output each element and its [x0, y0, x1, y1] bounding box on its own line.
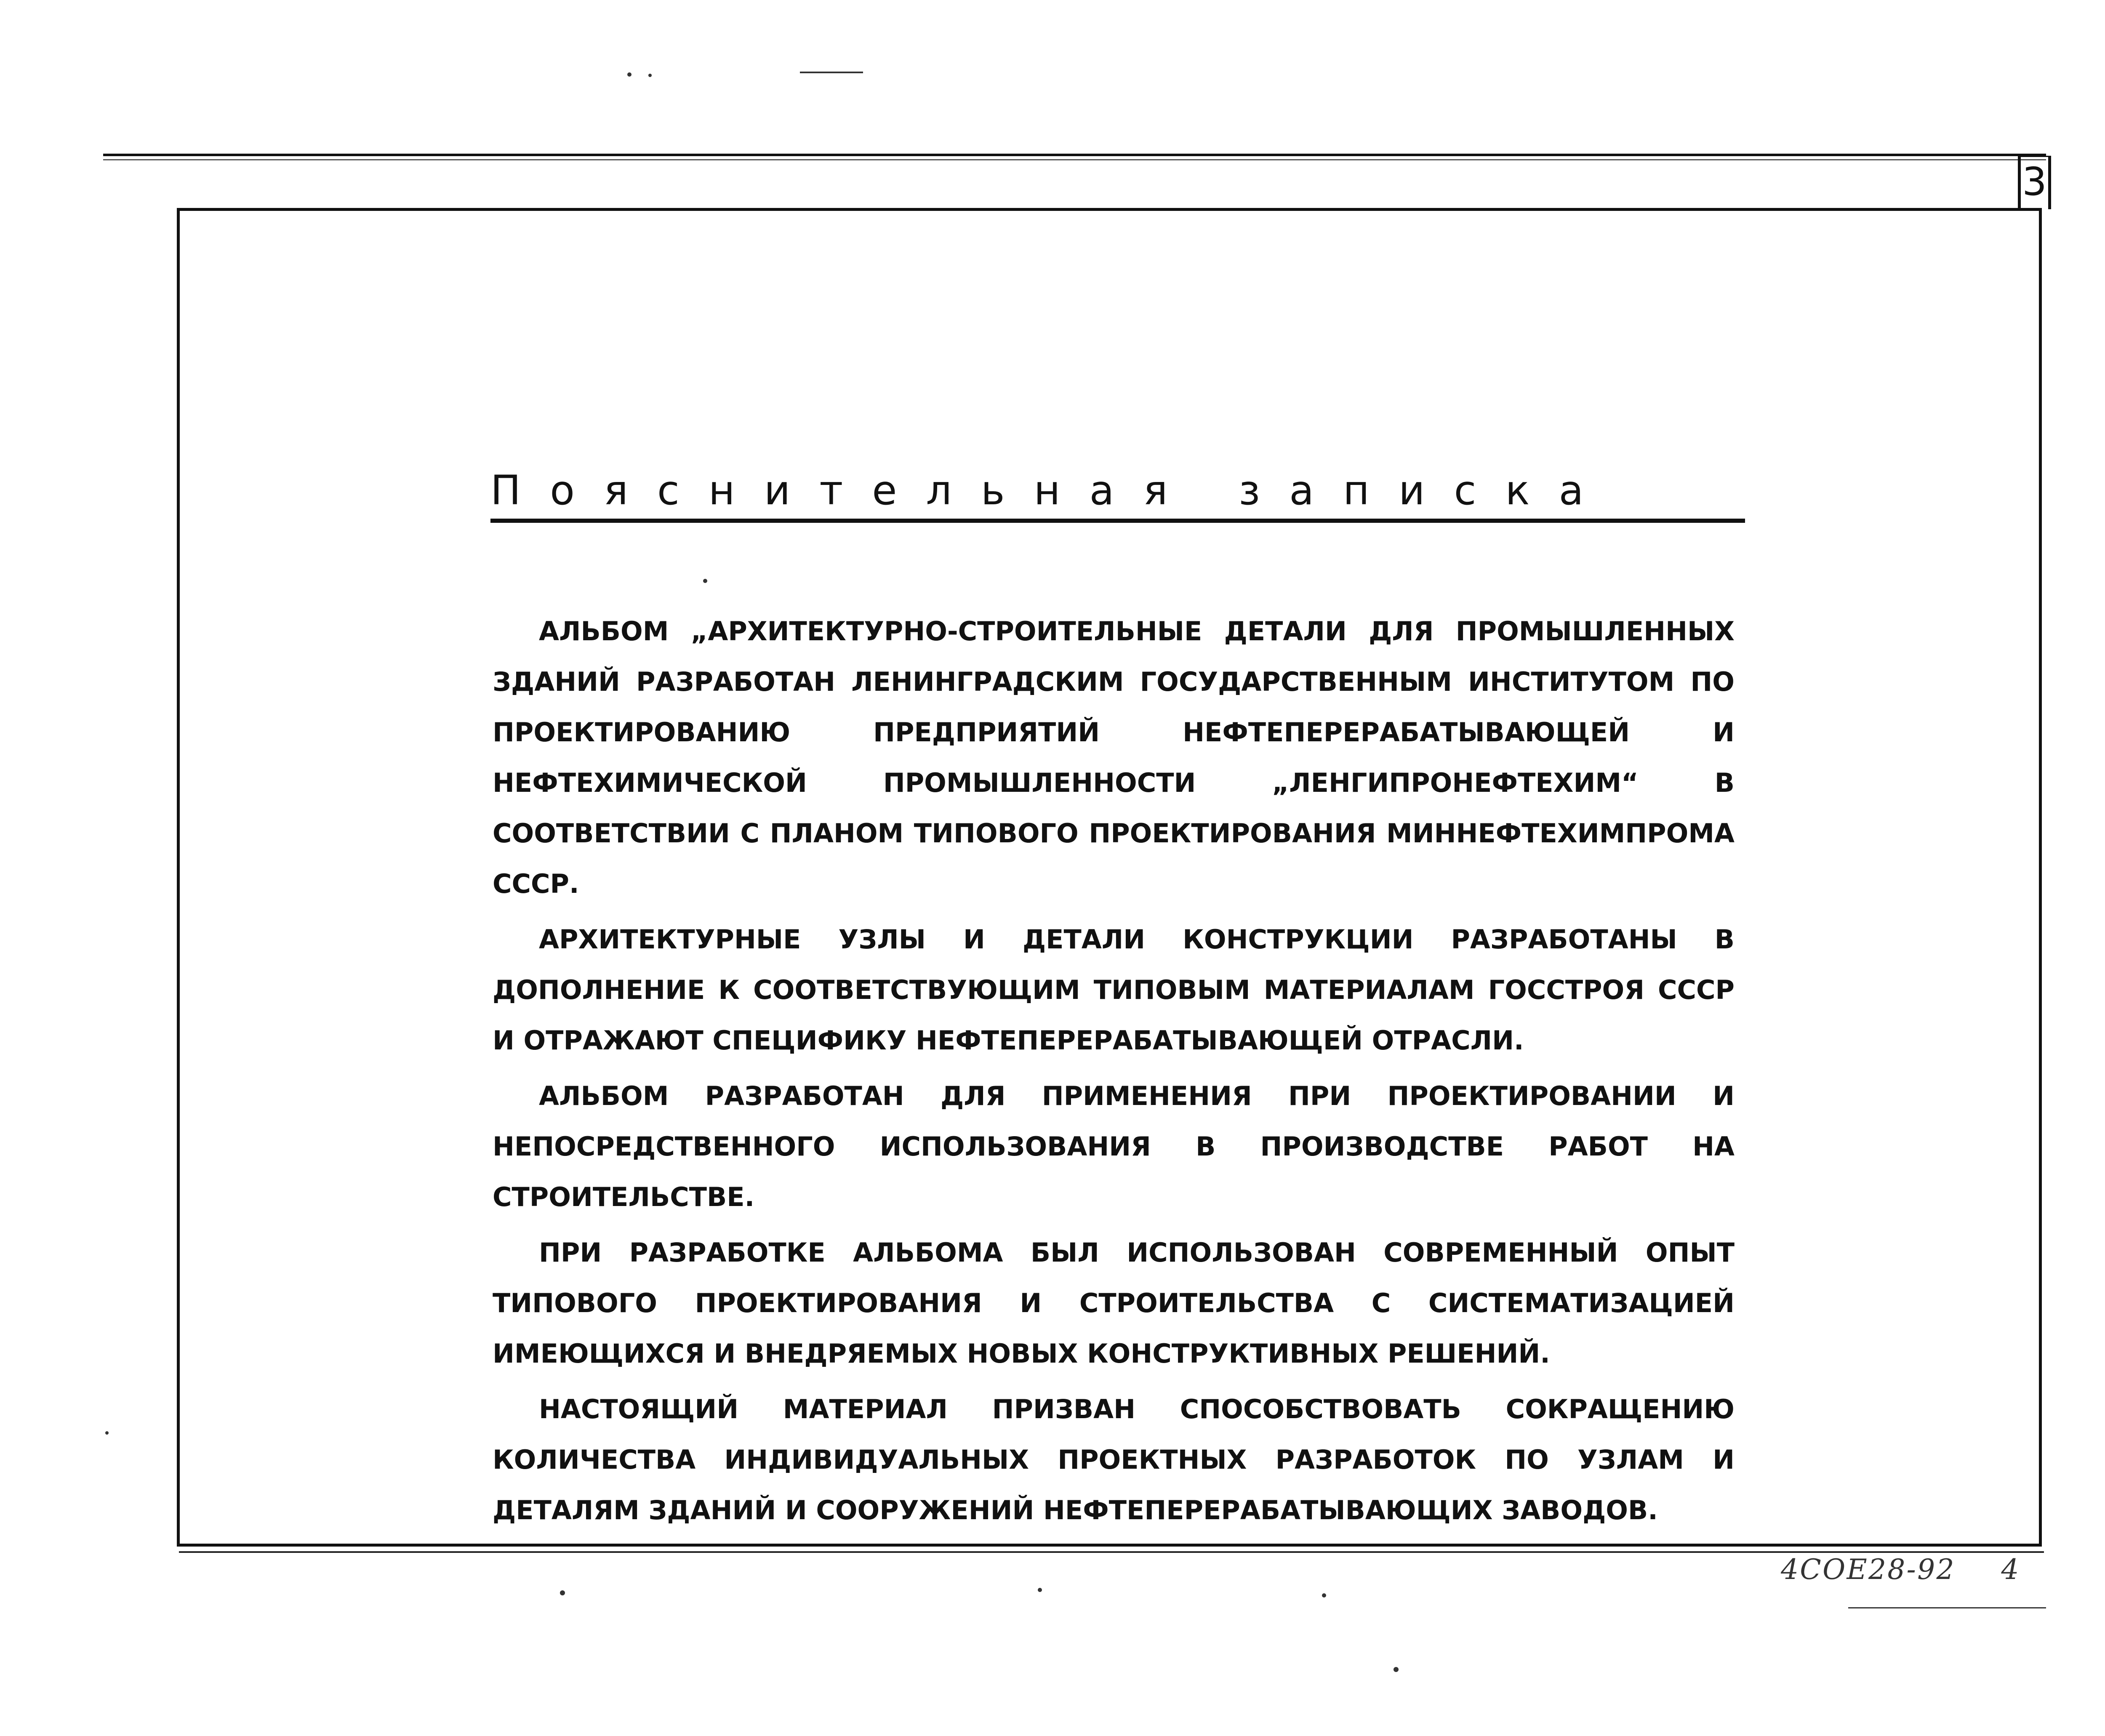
document-code [1781, 1553, 2020, 1586]
scan-speck [627, 72, 632, 77]
paragraph: АЛЬБОМ „АРХИТЕКТУРНО-СТРОИТЕЛЬНЫЕ ДЕТАЛИ ДЛЯ ПРОМЫШЛЕННЫХ ЗДАНИЙ РАЗРАБОТАН ЛЕНИНГРАДСКИМ ГОСУДАРСТВЕННЫМ ИНСТИТУТОМ ПО ПРОЕКТИРОВАНИЮ ПРЕДПРИЯТИЙ НЕФТЕПЕРЕРАБАТЫВАЮЩЕЙ И НЕФТЕХИМИЧЕСКОЙ ПРОМЫШЛЕННОСТИ „ЛЕНГИПРОНЕФТЕХИМ“ В СООТВЕТСТВИИ С ПЛАНОМ ТИПОВОГО ПРОЕКТИРОВАНИЯ МИННЕФТЕХИМПРОМА СССР. [493, 616, 1735, 899]
frame-bottom-rule [179, 1551, 2044, 1553]
document-code-page: 4 [2001, 1553, 2020, 1586]
scan-mark [800, 72, 863, 73]
paragraph: НАСТОЯЩИЙ МАТЕРИАЛ ПРИЗВАН СПОСОБСТВОВАТЬ СОКРАЩЕНИЮ КОЛИЧЕСТВА ИНДИВИДУАЛЬНЫХ ПРОЕКТНЫХ РАЗРАБОТОК ПО УЗЛАМ И ДЕТАЛЯМ ЗДАНИЙ И СООРУЖЕНИЙ НЕФТЕПЕРЕРАБАТЫВАЮЩИХ ЗАВОДОВ. [493, 1394, 1735, 1526]
paragraph: АРХИТЕКТУРНЫЕ УЗЛЫ И ДЕТАЛИ КОНСТРУКЦИИ РАЗРАБОТАНЫ В ДОПОЛНЕНИЕ К СООТВЕТСТВУЮЩИМ ТИПОВЫМ МАТЕРИАЛАМ ГОССТРОЯ СССР И ОТРАЖАЮТ СПЕЦИФИКУ НЕФТЕПЕРЕРАБАТЫВАЮЩЕЙ ОТРАСЛИ. [493, 924, 1735, 1056]
bottom-rule [1848, 1607, 2046, 1608]
document-code-label: 4СОЕ28-92 [1781, 1553, 1956, 1586]
scan-speck [1038, 1588, 1042, 1592]
top-rule-secondary [103, 159, 2046, 160]
paragraph: АЛЬБОМ РАЗРАБОТАН ДЛЯ ПРИМЕНЕНИЯ ПРИ ПРОЕКТИРОВАНИИ И НЕПОСРЕДСТВЕННОГО ИСПОЛЬЗОВАНИЯ В ПРОИЗВОДСТВЕ РАБОТ НА СТРОИТЕЛЬСТВЕ. [493, 1081, 1735, 1212]
scan-speck [1322, 1593, 1326, 1598]
title-underline [490, 519, 1745, 523]
page-title: Пояснительная записка [490, 467, 1613, 514]
explanatory-note-body [493, 606, 1735, 1541]
scan-speck [105, 1431, 109, 1435]
scan-speck [1394, 1667, 1399, 1672]
scan-speck [560, 1590, 565, 1595]
paragraph: ПРИ РАЗРАБОТКЕ АЛЬБОМА БЫЛ ИСПОЛЬЗОВАН СОВРЕМЕННЫЙ ОПЫТ ТИПОВОГО ПРОЕКТИРОВАНИЯ И СТРОИТЕЛЬСТВА С СИСТЕМАТИЗАЦИЕЙ ИМЕЮЩИХСЯ И ВНЕДРЯЕМЫХ НОВЫХ КОНСТРУКТИВНЫХ РЕШЕНИЙ. [493, 1237, 1735, 1369]
sheet-number: 3 [2018, 156, 2051, 209]
top-rule [103, 154, 2046, 156]
scan-speck [648, 74, 652, 77]
